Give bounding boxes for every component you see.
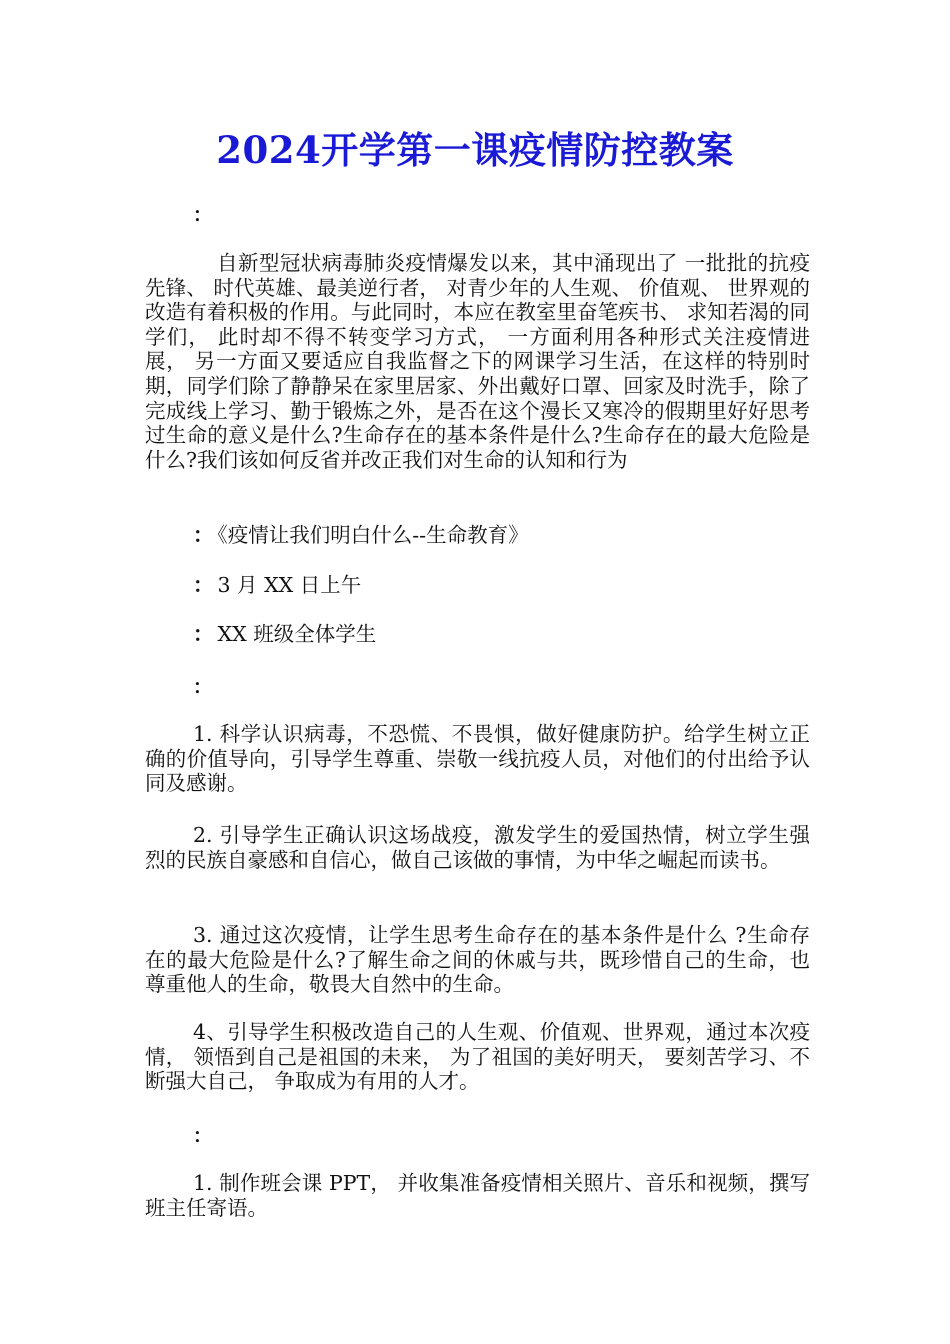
objective-item-4: 4、引导学生积极改造自己的人生观、价值观、世界观，通过本次疫情， 领悟到自己是祖国的未来， 为了祖国的美好明天， 要刻苦学习、不断强大自己， 争取成为有用的人才。 bbox=[145, 1020, 810, 1094]
preparation-item-1: 1. 制作班会课 PPT， 并收集准备疫情相关照片、音乐和视频，撰写班主任寄语。 bbox=[145, 1171, 810, 1220]
topic-value: 《疫情让我们明白什么--生命教育》 bbox=[217, 523, 529, 547]
audience-marker: ： bbox=[193, 622, 214, 646]
topic-line bbox=[193, 523, 529, 547]
topic-marker: ： bbox=[193, 523, 214, 547]
intro-paragraph: 自新型冠状病毒肺炎疫情爆发以来，其中涌现出了 一批批的抗疫先锋、 时代英雄、最美逆行者， 对青少年的人生观、 价值观、 世界观的改造有着积极的作用。与此同时，本应在教室里奋笔疾书、 求知若渴的同学们， 此时却不得不转变学习方式， 一方面利用各种形式关注疫情进展， 另一方面又要适应自我监督之下的网课学习生活，在这样的特别时期，同学们除了静静呆在家里居家、外出戴好口罩、回家及时洗手，除了完成线上学习、勤于锻炼之外，是否在这个漫长又寒冷的假期里好好思考过生命的意义是什么?生命存在的基本条件是什么?生命存在的最大危险是什么?我们该如何反省并改正我们对生命的认知和行为 bbox=[145, 251, 810, 472]
objective-item-1: 1. 科学认识病毒，不恐慌、不畏惧，做好健康防护。给学生树立正确的价值导向，引导学生尊重、崇敬一线抗疫人员，对他们的付出给予认同及感谢。 bbox=[145, 722, 810, 796]
section-marker: ： bbox=[193, 204, 213, 226]
objective-item-2: 2. 引导学生正确认识这场战疫，激发学生的爱国热情，树立学生强烈的民族自豪感和自信心，做自己该做的事情，为中华之崛起而读书。 bbox=[145, 823, 810, 872]
audience-value: XX 班级全体学生 bbox=[217, 622, 377, 646]
objectives-marker: ： bbox=[193, 676, 213, 698]
time-line bbox=[193, 573, 361, 597]
time-value: 3 月 XX 日上午 bbox=[217, 573, 362, 597]
time-marker: ： bbox=[193, 573, 214, 597]
objective-item-3: 3. 通过这次疫情，让学生思考生命存在的基本条件是什么 ?生命存在的最大危险是什么?了解生命之间的休戚与共，既珍惜自己的生命，也尊重他人的生命，敬畏大自然中的生命。 bbox=[145, 923, 810, 997]
document-title: 2024开学第一课疫情防控教案 bbox=[216, 128, 734, 172]
preparation-marker: ： bbox=[193, 1125, 213, 1147]
audience-line bbox=[193, 622, 376, 646]
